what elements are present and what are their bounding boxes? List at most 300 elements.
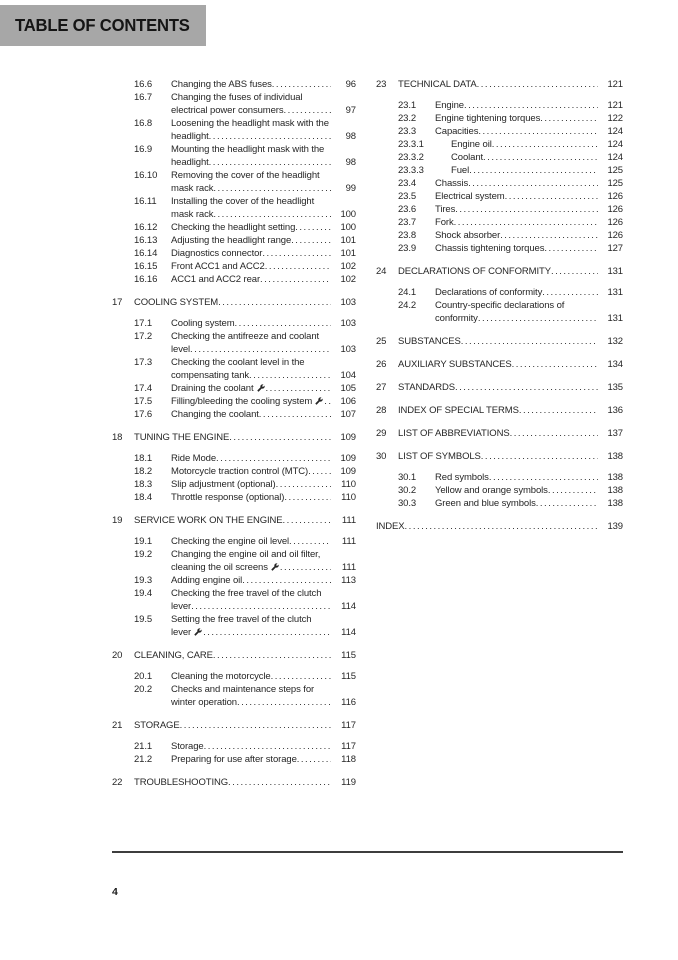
entry-number: 16.11 (134, 196, 157, 207)
entry-number: 23.8 (398, 230, 417, 241)
toc-entry (376, 265, 623, 278)
entry-title: TECHNICAL DATA (398, 79, 477, 90)
entry-page: 100 (340, 209, 356, 220)
entry-title: Adjusting the headlight range (171, 235, 292, 246)
entry-number: 28 (376, 405, 387, 416)
entry-number: 19 (112, 515, 123, 526)
toc-entry (376, 335, 623, 348)
toc-entry (376, 299, 623, 325)
entry-page: 105 (340, 383, 356, 394)
entry-number: 26 (376, 359, 387, 370)
entry-text-wrap (171, 273, 331, 286)
toc-column-right (376, 78, 623, 533)
entry-number: 17 (112, 297, 123, 308)
entry-text-wrap (171, 452, 331, 465)
toc-entry (112, 587, 356, 613)
entry-number: 20.2 (134, 684, 153, 695)
entry-page: 131 (607, 266, 623, 277)
entry-title: Checking the headlight setting (171, 222, 296, 233)
entry-page: 98 (345, 131, 356, 142)
entry-page: 111 (341, 562, 356, 573)
entry-title: ACC1 and ACC2 rear (171, 274, 261, 285)
entry-title: Chassis (435, 178, 469, 189)
entry-page: 109 (340, 466, 356, 477)
entry-title: Checking the engine oil level (171, 536, 290, 547)
toc-entry (112, 296, 356, 309)
entry-title: Storage (171, 741, 204, 752)
entry-number: 21.2 (134, 754, 153, 765)
entry-page: 102 (340, 261, 356, 272)
entry-page: 114 (341, 627, 356, 638)
entry-text-wrap (171, 574, 331, 587)
entry-text-wrap (171, 587, 331, 613)
entry-page: 110 (341, 479, 356, 490)
toc-column-left (112, 78, 356, 789)
entry-number: 17.6 (134, 409, 153, 420)
toc-entry (112, 574, 356, 587)
entry-text-wrap (171, 740, 331, 753)
toc-entry (376, 216, 623, 229)
toc-entry (376, 164, 623, 177)
entry-title: Red symbols (435, 472, 489, 483)
entry-number: 16.7 (134, 92, 153, 103)
entry-number: 18 (112, 432, 123, 443)
entry-text-wrap (171, 465, 331, 478)
entry-text-wrap (171, 317, 331, 330)
entry-text-wrap (171, 613, 331, 639)
entry-number: 18.3 (134, 479, 153, 490)
entry-title: Checking the antifreeze and coolant level (171, 331, 320, 355)
entry-title: Checks and maintenance steps for winter operation (171, 684, 315, 708)
entry-title: STANDARDS (398, 382, 455, 393)
entry-number: 16.12 (134, 222, 158, 233)
entry-page: 103 (340, 344, 356, 355)
entry-page: 101 (340, 235, 356, 246)
entry-page: 119 (341, 777, 356, 788)
entry-page: 111 (341, 515, 356, 526)
toc-entry (112, 273, 356, 286)
entry-title: Adding engine oil (171, 575, 243, 586)
entry-page: 117 (341, 741, 356, 752)
toc-entry (112, 91, 356, 117)
entry-title: Cooling system (171, 318, 235, 329)
entry-text-wrap (171, 548, 331, 574)
entry-text-wrap (435, 216, 598, 229)
entry-text-wrap (134, 514, 331, 527)
toc-entry (376, 381, 623, 394)
entry-number: 23.3.3 (398, 165, 424, 176)
entry-text-wrap (171, 91, 331, 117)
entry-text-wrap (171, 221, 331, 234)
entry-text-wrap (435, 125, 598, 138)
entry-title: Country-specific declarations of conformity (435, 300, 565, 324)
toc-entry (112, 548, 356, 574)
toc-entry (112, 143, 356, 169)
toc-entry (376, 242, 623, 255)
entry-title: Setting the free travel of the clutch lever (171, 614, 312, 638)
entry-title: Changing the fuses of individual electrical power consumers (171, 92, 303, 116)
entry-number: 17.2 (134, 331, 153, 342)
entry-text-wrap (451, 138, 598, 151)
entry-number: 16.10 (134, 170, 158, 181)
wrench-icon (315, 395, 323, 408)
entry-page: 118 (341, 754, 356, 765)
entry-text-wrap (435, 484, 598, 497)
entry-title: Removing the cover of the headlight mask rack (171, 170, 320, 194)
entry-page: 121 (607, 79, 623, 90)
entry-title: LIST OF SYMBOLS (398, 451, 481, 462)
entry-text-wrap (171, 670, 331, 683)
entry-title: Motorcycle traction control (MTC) (171, 466, 309, 477)
entry-title: Changing the ABS fuses (171, 79, 272, 90)
entry-number: 19.5 (134, 614, 153, 625)
entry-number: 22 (112, 777, 123, 788)
entry-title: Checking the free travel of the clutch lever (171, 588, 322, 612)
toc-entry (376, 177, 623, 190)
entry-number: 17.4 (134, 383, 153, 394)
entry-number: 17.5 (134, 396, 153, 407)
entry-title: Filling/bleeding the cooling system (171, 396, 313, 407)
entry-title: SUBSTANCES (398, 336, 461, 347)
entry-number: 30 (376, 451, 387, 462)
entry-number: 19.1 (134, 536, 153, 547)
toc-entry (112, 78, 356, 91)
toc-entry (376, 99, 623, 112)
entry-title: Fuel (451, 165, 470, 176)
entry-title: Fork (435, 217, 454, 228)
entry-text-wrap (171, 195, 331, 221)
entry-text-wrap (134, 719, 331, 732)
entry-page: 139 (607, 521, 623, 532)
entry-page: 138 (607, 451, 623, 462)
entry-text-wrap (398, 265, 598, 278)
entry-title: Yellow and orange symbols (435, 485, 548, 496)
toc-entry (112, 117, 356, 143)
entry-title: Changing the engine oil and oil filter, cleaning the oil screens (171, 549, 321, 573)
entry-title: Tires (435, 204, 456, 215)
entry-title: Preparing for use after storage (171, 754, 297, 765)
entry-number: 30.1 (398, 472, 417, 483)
entry-page: 126 (607, 217, 623, 228)
toc-entry (376, 112, 623, 125)
entry-page: 134 (607, 359, 623, 370)
entry-text-wrap (171, 117, 331, 143)
toc-entry (376, 471, 623, 484)
entry-page: 138 (607, 498, 623, 509)
entry-page: 126 (607, 191, 623, 202)
entry-title: AUXILIARY SUBSTANCES (398, 359, 512, 370)
entry-title: Declarations of conformity (435, 287, 543, 298)
entry-number: 23.2 (398, 113, 417, 124)
entry-page: 99 (345, 183, 356, 194)
entry-number: 16.9 (134, 144, 153, 155)
toc-entry (112, 719, 356, 732)
entry-number: 23.5 (398, 191, 417, 202)
toc-entry (376, 138, 623, 151)
entry-text-wrap (435, 203, 598, 216)
entry-text-wrap (171, 408, 331, 421)
entry-title: Electrical system (435, 191, 505, 202)
toc-entry (376, 404, 623, 417)
entry-title: Mounting the headlight mask with the headlight (171, 144, 325, 168)
entry-number: 17.3 (134, 357, 153, 368)
entry-page: 115 (341, 650, 356, 661)
toc-entry (112, 649, 356, 662)
entry-number: 20.1 (134, 671, 153, 682)
toc-entry (376, 125, 623, 138)
toc-entry (376, 520, 623, 533)
entry-number: 23.3 (398, 126, 417, 137)
entry-title: SERVICE WORK ON THE ENGINE (134, 515, 283, 526)
entry-text-wrap (398, 427, 598, 440)
entry-number: 21.1 (134, 741, 153, 752)
entry-page: 131 (607, 313, 623, 324)
entry-text-wrap (435, 99, 598, 112)
entry-page: 122 (607, 113, 623, 124)
toc-entry (112, 776, 356, 789)
entry-page: 121 (607, 100, 623, 111)
entry-text-wrap (171, 143, 331, 169)
entry-title: LIST OF ABBREVIATIONS (398, 428, 510, 439)
toc-entry (112, 535, 356, 548)
toc-entry (112, 753, 356, 766)
entry-text-wrap (435, 299, 598, 325)
entry-title: Draining the coolant (171, 383, 254, 394)
entry-number: 24 (376, 266, 387, 277)
entry-text-wrap (435, 177, 598, 190)
entry-page: 106 (340, 396, 356, 407)
toc-entry (376, 497, 623, 510)
entry-page: 114 (341, 601, 356, 612)
entry-page: 136 (607, 405, 623, 416)
entry-title: Checking the coolant level in the compensating tank (171, 357, 305, 381)
entry-page: 127 (607, 243, 623, 254)
toc-entry (376, 203, 623, 216)
entry-page: 126 (607, 230, 623, 241)
toc-entry (376, 286, 623, 299)
entry-number: 16.6 (134, 79, 153, 90)
toc-entry (376, 151, 623, 164)
toc-entry (112, 431, 356, 444)
toc-entry (376, 484, 623, 497)
entry-text-wrap (171, 330, 331, 356)
entry-page: 138 (607, 485, 623, 496)
entry-text-wrap (171, 247, 331, 260)
toc-entry (112, 670, 356, 683)
entry-number: 23.4 (398, 178, 417, 189)
entry-text-wrap (435, 286, 598, 299)
entry-title: DECLARATIONS OF CONFORMITY (398, 266, 551, 277)
entry-number: 18.1 (134, 453, 153, 464)
toc-entry (112, 452, 356, 465)
entry-page: 96 (345, 79, 356, 90)
entry-text-wrap (171, 535, 331, 548)
entry-text-wrap (171, 382, 331, 395)
entry-page: 116 (341, 697, 356, 708)
entry-number: 27 (376, 382, 387, 393)
entry-page: 109 (340, 432, 356, 443)
entry-title: Chassis tightening torques (435, 243, 545, 254)
entry-title: Throttle response (optional) (171, 492, 285, 503)
entry-text-wrap (171, 753, 331, 766)
entry-number: 23.1 (398, 100, 417, 111)
entry-page: 126 (607, 204, 623, 215)
entry-title: COOLING SYSTEM (134, 297, 219, 308)
entry-page: 107 (340, 409, 356, 420)
entry-text-wrap (435, 229, 598, 242)
entry-text-wrap (376, 520, 598, 533)
toc-entry (112, 478, 356, 491)
entry-page: 109 (340, 453, 356, 464)
entry-number: 19.4 (134, 588, 153, 599)
entry-page: 103 (340, 318, 356, 329)
entry-text-wrap (171, 260, 331, 273)
entry-title: Front ACC1 and ACC2 (171, 261, 265, 272)
entry-number: 19.3 (134, 575, 153, 586)
entry-page: 103 (340, 297, 356, 308)
entry-text-wrap (134, 776, 331, 789)
toc-entry (112, 169, 356, 195)
entry-page: 101 (340, 248, 356, 259)
entry-text-wrap (398, 404, 598, 417)
toc-entry (112, 465, 356, 478)
entry-title: Green and blue symbols (435, 498, 536, 509)
entry-text-wrap (451, 164, 598, 177)
toc-entry (376, 229, 623, 242)
entry-title: Cleaning the motorcycle (171, 671, 271, 682)
toc-entry (112, 408, 356, 421)
entry-page: 97 (345, 105, 356, 116)
toc-entry (376, 358, 623, 371)
entry-text-wrap (398, 450, 598, 463)
toc-entry (376, 450, 623, 463)
entry-page: 111 (341, 536, 356, 547)
entry-text-wrap (435, 471, 598, 484)
toc-entry (112, 683, 356, 709)
toc-entry (112, 317, 356, 330)
page-header (0, 5, 206, 46)
entry-title: Diagnostics connector (171, 248, 263, 259)
entry-page: 125 (607, 165, 623, 176)
entry-page: 138 (607, 472, 623, 483)
entry-number: 23.3.1 (398, 139, 424, 150)
entry-text-wrap (398, 335, 598, 348)
toc-entry (112, 613, 356, 639)
entry-page: 102 (340, 274, 356, 285)
entry-title: Coolant (451, 152, 484, 163)
entry-number: 18.2 (134, 466, 153, 477)
toc-entry (112, 514, 356, 527)
entry-title: Engine oil (451, 139, 492, 150)
toc-entry (112, 382, 356, 395)
entry-page: 115 (341, 671, 356, 682)
entry-text-wrap (171, 478, 331, 491)
entry-page: 137 (607, 428, 623, 439)
toc-entry (112, 234, 356, 247)
entry-number: 16.14 (134, 248, 158, 259)
entry-number: 23.3.2 (398, 152, 424, 163)
entry-page: 125 (607, 178, 623, 189)
toc-entry (112, 247, 356, 260)
toc-entry (376, 78, 623, 91)
toc-entry (112, 356, 356, 382)
entry-number: 16.15 (134, 261, 158, 272)
entry-title: Slip adjustment (optional) (171, 479, 276, 490)
entry-title: TUNING THE ENGINE (134, 432, 230, 443)
entry-text-wrap (171, 395, 331, 408)
entry-text-wrap (171, 356, 331, 382)
entry-number: 17.1 (134, 318, 153, 329)
entry-number: 23.6 (398, 204, 417, 215)
entry-text-wrap (435, 112, 598, 125)
toc-entry (112, 491, 356, 504)
toc-entry (112, 195, 356, 221)
entry-text-wrap (134, 649, 331, 662)
entry-title: Engine (435, 100, 464, 111)
entry-title: INDEX (376, 521, 405, 532)
toc-entry (112, 330, 356, 356)
entry-title: Engine tightening torques (435, 113, 541, 124)
entry-number: 30.2 (398, 485, 417, 496)
page-title: TABLE OF CONTENTS (15, 15, 190, 35)
entry-text-wrap (435, 497, 598, 510)
entry-number: 16.16 (134, 274, 158, 285)
entry-title: INDEX OF SPECIAL TERMS (398, 405, 519, 416)
entry-page: 100 (340, 222, 356, 233)
entry-text-wrap (171, 78, 331, 91)
entry-number: 25 (376, 336, 387, 347)
entry-page: 135 (607, 382, 623, 393)
footer-rule (112, 851, 623, 853)
entry-text-wrap (398, 381, 598, 394)
entry-number: 30.3 (398, 498, 417, 509)
entry-number: 20 (112, 650, 123, 661)
entry-text-wrap (435, 190, 598, 203)
entry-title: Capacities (435, 126, 479, 137)
entry-title: STORAGE (134, 720, 180, 731)
entry-page: 124 (607, 152, 623, 163)
toc-entry (112, 740, 356, 753)
entry-page: 124 (607, 139, 623, 150)
entry-page: 131 (607, 287, 623, 298)
entry-number: 23.7 (398, 217, 417, 228)
entry-title: Changing the coolant (171, 409, 259, 420)
entry-page: 104 (340, 370, 356, 381)
wrench-icon (271, 561, 279, 574)
toc-entry (376, 190, 623, 203)
entry-page: 117 (341, 720, 356, 731)
entry-number: 23 (376, 79, 387, 90)
toc-entry (112, 260, 356, 273)
entry-page: 110 (341, 492, 356, 503)
toc-entry (112, 221, 356, 234)
entry-title: CLEANING, CARE (134, 650, 213, 661)
entry-number: 24.2 (398, 300, 417, 311)
page-number: 4 (112, 886, 118, 898)
toc-entry (376, 427, 623, 440)
wrench-icon (194, 626, 202, 639)
entry-number: 16.8 (134, 118, 153, 129)
entry-page: 113 (341, 575, 356, 586)
entry-text-wrap (171, 683, 331, 709)
entry-number: 23.9 (398, 243, 417, 254)
wrench-icon (257, 382, 265, 395)
entry-title: Installing the cover of the headlight mask rack (171, 196, 315, 220)
toc-entry (112, 395, 356, 408)
entry-text-wrap (134, 431, 331, 444)
entry-text-wrap (171, 491, 331, 504)
entry-number: 29 (376, 428, 387, 439)
